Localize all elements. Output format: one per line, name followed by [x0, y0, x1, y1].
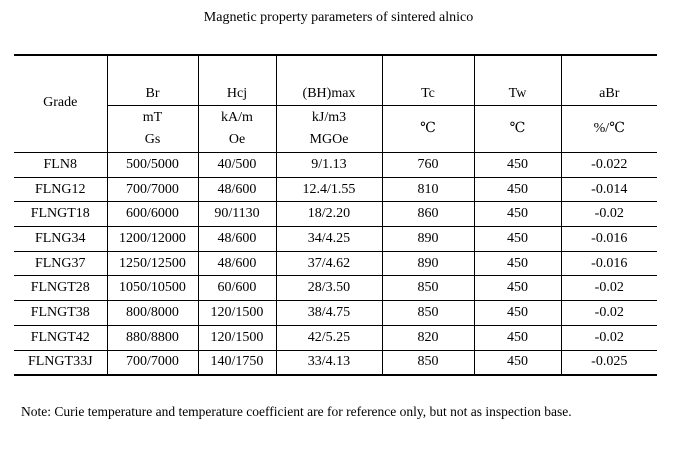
table-row	[14, 202, 657, 227]
cell-grade: FLNG37	[14, 251, 107, 276]
table-row	[14, 177, 657, 202]
cell-tc: 890	[382, 251, 474, 276]
cell-hcj: 120/1500	[198, 301, 276, 326]
unit-mt: mT	[142, 110, 163, 125]
cell-hcj: 140/1750	[198, 350, 276, 375]
cell-br: 1200/12000	[107, 227, 198, 252]
cell-tw: 450	[474, 153, 561, 178]
header-tc-unit: ℃	[382, 106, 474, 153]
header-hcj: Hcj	[198, 55, 276, 106]
header-grade: Grade	[14, 55, 107, 153]
cell-tc: 850	[382, 350, 474, 375]
table-row	[14, 350, 657, 375]
header-br: Br	[107, 55, 198, 106]
cell-grade: FLNGT28	[14, 276, 107, 301]
header-row-units	[14, 106, 657, 153]
unit-mgoe: MGOe	[309, 132, 349, 147]
reference-note: Note: Curie temperature and temperature coefficient are for reference only, but not as inspection base.	[21, 404, 572, 419]
cell-bhmax: 12.4/1.55	[276, 177, 382, 202]
cell-grade: FLNGT38	[14, 301, 107, 326]
cell-abr: -0.025	[561, 350, 657, 375]
cell-bhmax: 42/5.25	[276, 325, 382, 350]
cell-hcj: 90/1130	[198, 202, 276, 227]
cell-br: 880/8800	[107, 325, 198, 350]
cell-br: 1250/12500	[107, 251, 198, 276]
table-row	[14, 301, 657, 326]
cell-br: 500/5000	[107, 153, 198, 178]
cell-tw: 450	[474, 227, 561, 252]
table-row	[14, 276, 657, 301]
unit-kjm3: kJ/m3	[311, 110, 347, 125]
cell-tc: 850	[382, 301, 474, 326]
cell-abr: -0.016	[561, 227, 657, 252]
cell-tc: 850	[382, 276, 474, 301]
cell-tc: 890	[382, 227, 474, 252]
header-tc: Tc	[382, 55, 474, 106]
cell-tw: 450	[474, 251, 561, 276]
cell-tw: 450	[474, 177, 561, 202]
cell-hcj: 48/600	[198, 251, 276, 276]
cell-bhmax: 28/3.50	[276, 276, 382, 301]
cell-tw: 450	[474, 301, 561, 326]
table-row	[14, 227, 657, 252]
cell-bhmax: 34/4.25	[276, 227, 382, 252]
cell-tc: 760	[382, 153, 474, 178]
header-tw-unit: ℃	[474, 106, 561, 153]
cell-hcj: 48/600	[198, 227, 276, 252]
cell-tw: 450	[474, 350, 561, 375]
cell-br: 600/6000	[107, 202, 198, 227]
cell-abr: -0.02	[561, 202, 657, 227]
cell-grade: FLNG12	[14, 177, 107, 202]
cell-grade: FLNG34	[14, 227, 107, 252]
cell-abr: -0.02	[561, 301, 657, 326]
cell-abr: -0.022	[561, 153, 657, 178]
table-body	[14, 153, 657, 376]
cell-tw: 450	[474, 202, 561, 227]
header-hcj-units	[198, 106, 276, 153]
cell-br: 1050/10500	[107, 276, 198, 301]
cell-abr: -0.02	[561, 325, 657, 350]
header-abr-unit: %/℃	[561, 106, 657, 153]
cell-bhmax: 38/4.75	[276, 301, 382, 326]
header-abr: aBr	[599, 86, 620, 101]
unit-kam: kA/m	[221, 110, 253, 125]
cell-abr: -0.014	[561, 177, 657, 202]
cell-bhmax: 18/2.20	[276, 202, 382, 227]
cell-grade: FLNGT42	[14, 325, 107, 350]
cell-grade: FLNGT33J	[14, 350, 107, 375]
cell-abr: -0.02	[561, 276, 657, 301]
cell-grade: FLN8	[14, 153, 107, 178]
cell-hcj: 40/500	[198, 153, 276, 178]
alnico-properties-table	[14, 54, 657, 376]
header-br-units	[107, 106, 198, 153]
cell-grade: FLNGT18	[14, 202, 107, 227]
header-row-names	[14, 55, 657, 106]
table-row	[14, 153, 657, 178]
cell-tw: 450	[474, 276, 561, 301]
unit-oe: Oe	[228, 132, 246, 147]
cell-br: 700/7000	[107, 177, 198, 202]
cell-br: 700/7000	[107, 350, 198, 375]
table-row	[14, 251, 657, 276]
header-bhmax-units	[276, 106, 382, 153]
header-bhmax: (BH)max	[276, 55, 382, 106]
cell-tc: 820	[382, 325, 474, 350]
cell-bhmax: 9/1.13	[276, 153, 382, 178]
cell-bhmax: 33/4.13	[276, 350, 382, 375]
cell-tc: 810	[382, 177, 474, 202]
table-row	[14, 325, 657, 350]
cell-abr: -0.016	[561, 251, 657, 276]
cell-tw: 450	[474, 325, 561, 350]
cell-br: 800/8000	[107, 301, 198, 326]
cell-hcj: 48/600	[198, 177, 276, 202]
header-tw: Tw	[474, 55, 561, 106]
cell-bhmax: 37/4.62	[276, 251, 382, 276]
document-title: Magnetic property parameters of sintered alnico	[203, 10, 474, 25]
cell-tc: 860	[382, 202, 474, 227]
cell-hcj: 120/1500	[198, 325, 276, 350]
unit-gs: Gs	[144, 132, 161, 147]
cell-hcj: 60/600	[198, 276, 276, 301]
